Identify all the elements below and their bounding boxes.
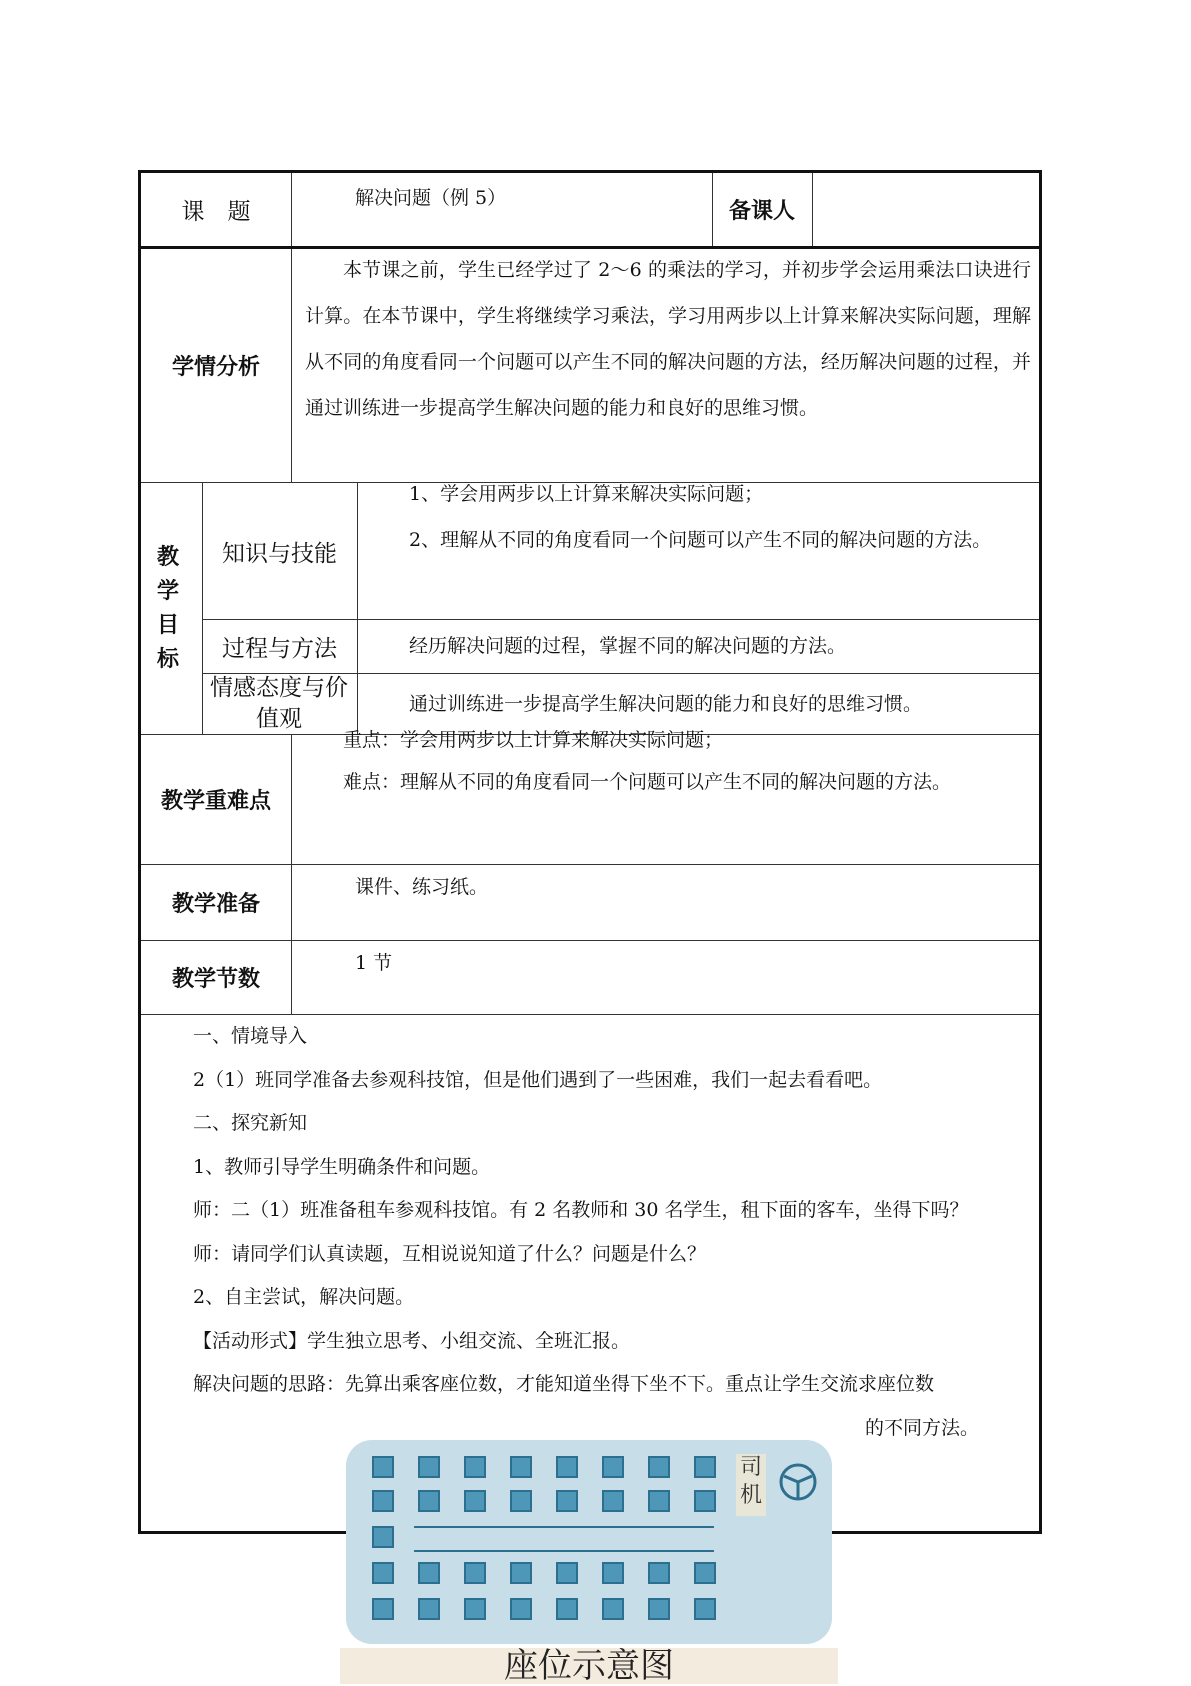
seat	[694, 1456, 716, 1478]
seat	[648, 1562, 670, 1584]
seat	[372, 1562, 394, 1584]
seat	[648, 1456, 670, 1478]
seat	[464, 1490, 486, 1512]
seat	[602, 1456, 624, 1478]
keypoints-row	[141, 729, 1039, 865]
seat	[648, 1598, 670, 1620]
seat	[418, 1562, 440, 1584]
seat	[464, 1562, 486, 1584]
process-line-3: 二、探究新知	[193, 1112, 308, 1134]
analysis-text: 本节课之前，学生已经学过了 2～6 的乘法的学习，并初步学会运用乘法口诀进行计算。在本节课中，学生将继续学习乘法，学习用两步以上计算来解决实际问题，理解从不同的角度看同一个问题可以产生不同的解决问题的方法，经历解决问题的过程，并通过训练进一步提高学生解决问题的能力和良好的思维习惯。	[305, 259, 1031, 419]
seat	[418, 1490, 440, 1512]
seat	[602, 1490, 624, 1512]
objective-knowledge-text	[371, 471, 1031, 563]
seat	[694, 1490, 716, 1512]
seat	[372, 1490, 394, 1512]
periods-label: 教学节数	[171, 967, 260, 992]
objective-attitude-text: 通过训练进一步提高学生解决问题的能力和良好的思维习惯。	[409, 693, 923, 715]
seat-diagram	[346, 1440, 832, 1644]
topic-value: 解决问题（例 5）	[355, 187, 507, 209]
seat	[464, 1456, 486, 1478]
objective-process-label: 过程与方法	[222, 635, 337, 662]
seat	[556, 1598, 578, 1620]
seat	[648, 1490, 670, 1512]
preparation-text: 课件、练习纸。	[355, 876, 489, 898]
topic-row	[141, 173, 1039, 249]
seat	[464, 1598, 486, 1620]
objective-process-text: 经历解决问题的过程，掌握不同的解决问题的方法。	[409, 635, 847, 657]
topic-label: 课 题	[181, 199, 251, 225]
seat	[602, 1598, 624, 1620]
process-line-9: 解决问题的思路：先算出乘客座位数，才能知道坐得下坐不下。重点让学生交流求座位数	[193, 1373, 935, 1395]
objective-knowledge-line-2: 2、理解从不同的角度看同一个问题可以产生不同的解决问题的方法。	[409, 529, 992, 551]
process-line-6: 师：请同学们认真读题，互相说说知道了什么？问题是什么？	[193, 1242, 707, 1265]
periods-row	[141, 941, 1039, 1015]
seat	[372, 1598, 394, 1620]
process-line-10: 的不同方法。	[865, 1416, 980, 1439]
preparation-label: 教学准备	[171, 892, 260, 917]
objective-attitude-label: 情感态度与价值观	[210, 675, 348, 732]
keypoint-difficult: 难点：理解从不同的角度看同一个问题可以产生不同的解决问题的方法。	[343, 771, 952, 793]
preparation-row	[141, 865, 1039, 941]
process-section	[155, 1015, 1031, 1450]
seat	[418, 1456, 440, 1478]
driver-label: 司机	[736, 1454, 766, 1516]
objective-knowledge-line-1: 1、学会用两步以上计算来解决实际问题；	[409, 483, 764, 505]
seat	[372, 1526, 394, 1548]
analysis-label: 学情分析	[171, 355, 260, 380]
process-line-1: 一、情境导入	[193, 1025, 308, 1047]
seat	[556, 1490, 578, 1512]
seat	[510, 1598, 532, 1620]
seat	[556, 1456, 578, 1478]
lesson-plan-table	[138, 170, 1042, 1534]
seat	[556, 1562, 578, 1584]
seat	[694, 1598, 716, 1620]
seat	[418, 1598, 440, 1620]
objectives-row	[141, 483, 1039, 735]
objective-knowledge-label: 知识与技能	[222, 540, 337, 567]
process-line-7: 2、自主尝试，解决问题。	[193, 1286, 415, 1308]
aisle-line	[414, 1550, 714, 1552]
objectives-label: 教学目标	[157, 545, 180, 672]
seat	[694, 1562, 716, 1584]
process-line-8: 【活动形式】学生独立思考、小组交流、全班汇报。	[193, 1329, 631, 1352]
periods-text: 1 节	[355, 952, 393, 974]
process-line-2: 2（1）班同学准备去参观科技馆，但是他们遇到了一些困难，我们一起去看看吧。	[193, 1068, 883, 1091]
steering-wheel-icon	[778, 1462, 818, 1502]
seat	[602, 1562, 624, 1584]
process-line-5: 师：二（1）班准备租车参观科技馆。有 2 名教师和 30 名学生，租下面的客车，坐得下吗？	[193, 1199, 969, 1221]
keypoints-label: 教学重难点	[160, 789, 271, 814]
seat	[510, 1490, 532, 1512]
aisle-line	[414, 1526, 714, 1528]
keypoints-text	[305, 719, 1031, 803]
preparer-label: 备课人	[728, 199, 795, 224]
seat	[510, 1456, 532, 1478]
analysis-row	[141, 249, 1039, 483]
seat	[372, 1456, 394, 1478]
process-line-4: 1、教师引导学生明确条件和问题。	[193, 1155, 491, 1178]
diagram-caption: 座位示意图	[340, 1648, 838, 1684]
seat	[510, 1562, 532, 1584]
keypoint-key: 重点：学会用两步以上计算来解决实际问题；	[343, 729, 724, 751]
